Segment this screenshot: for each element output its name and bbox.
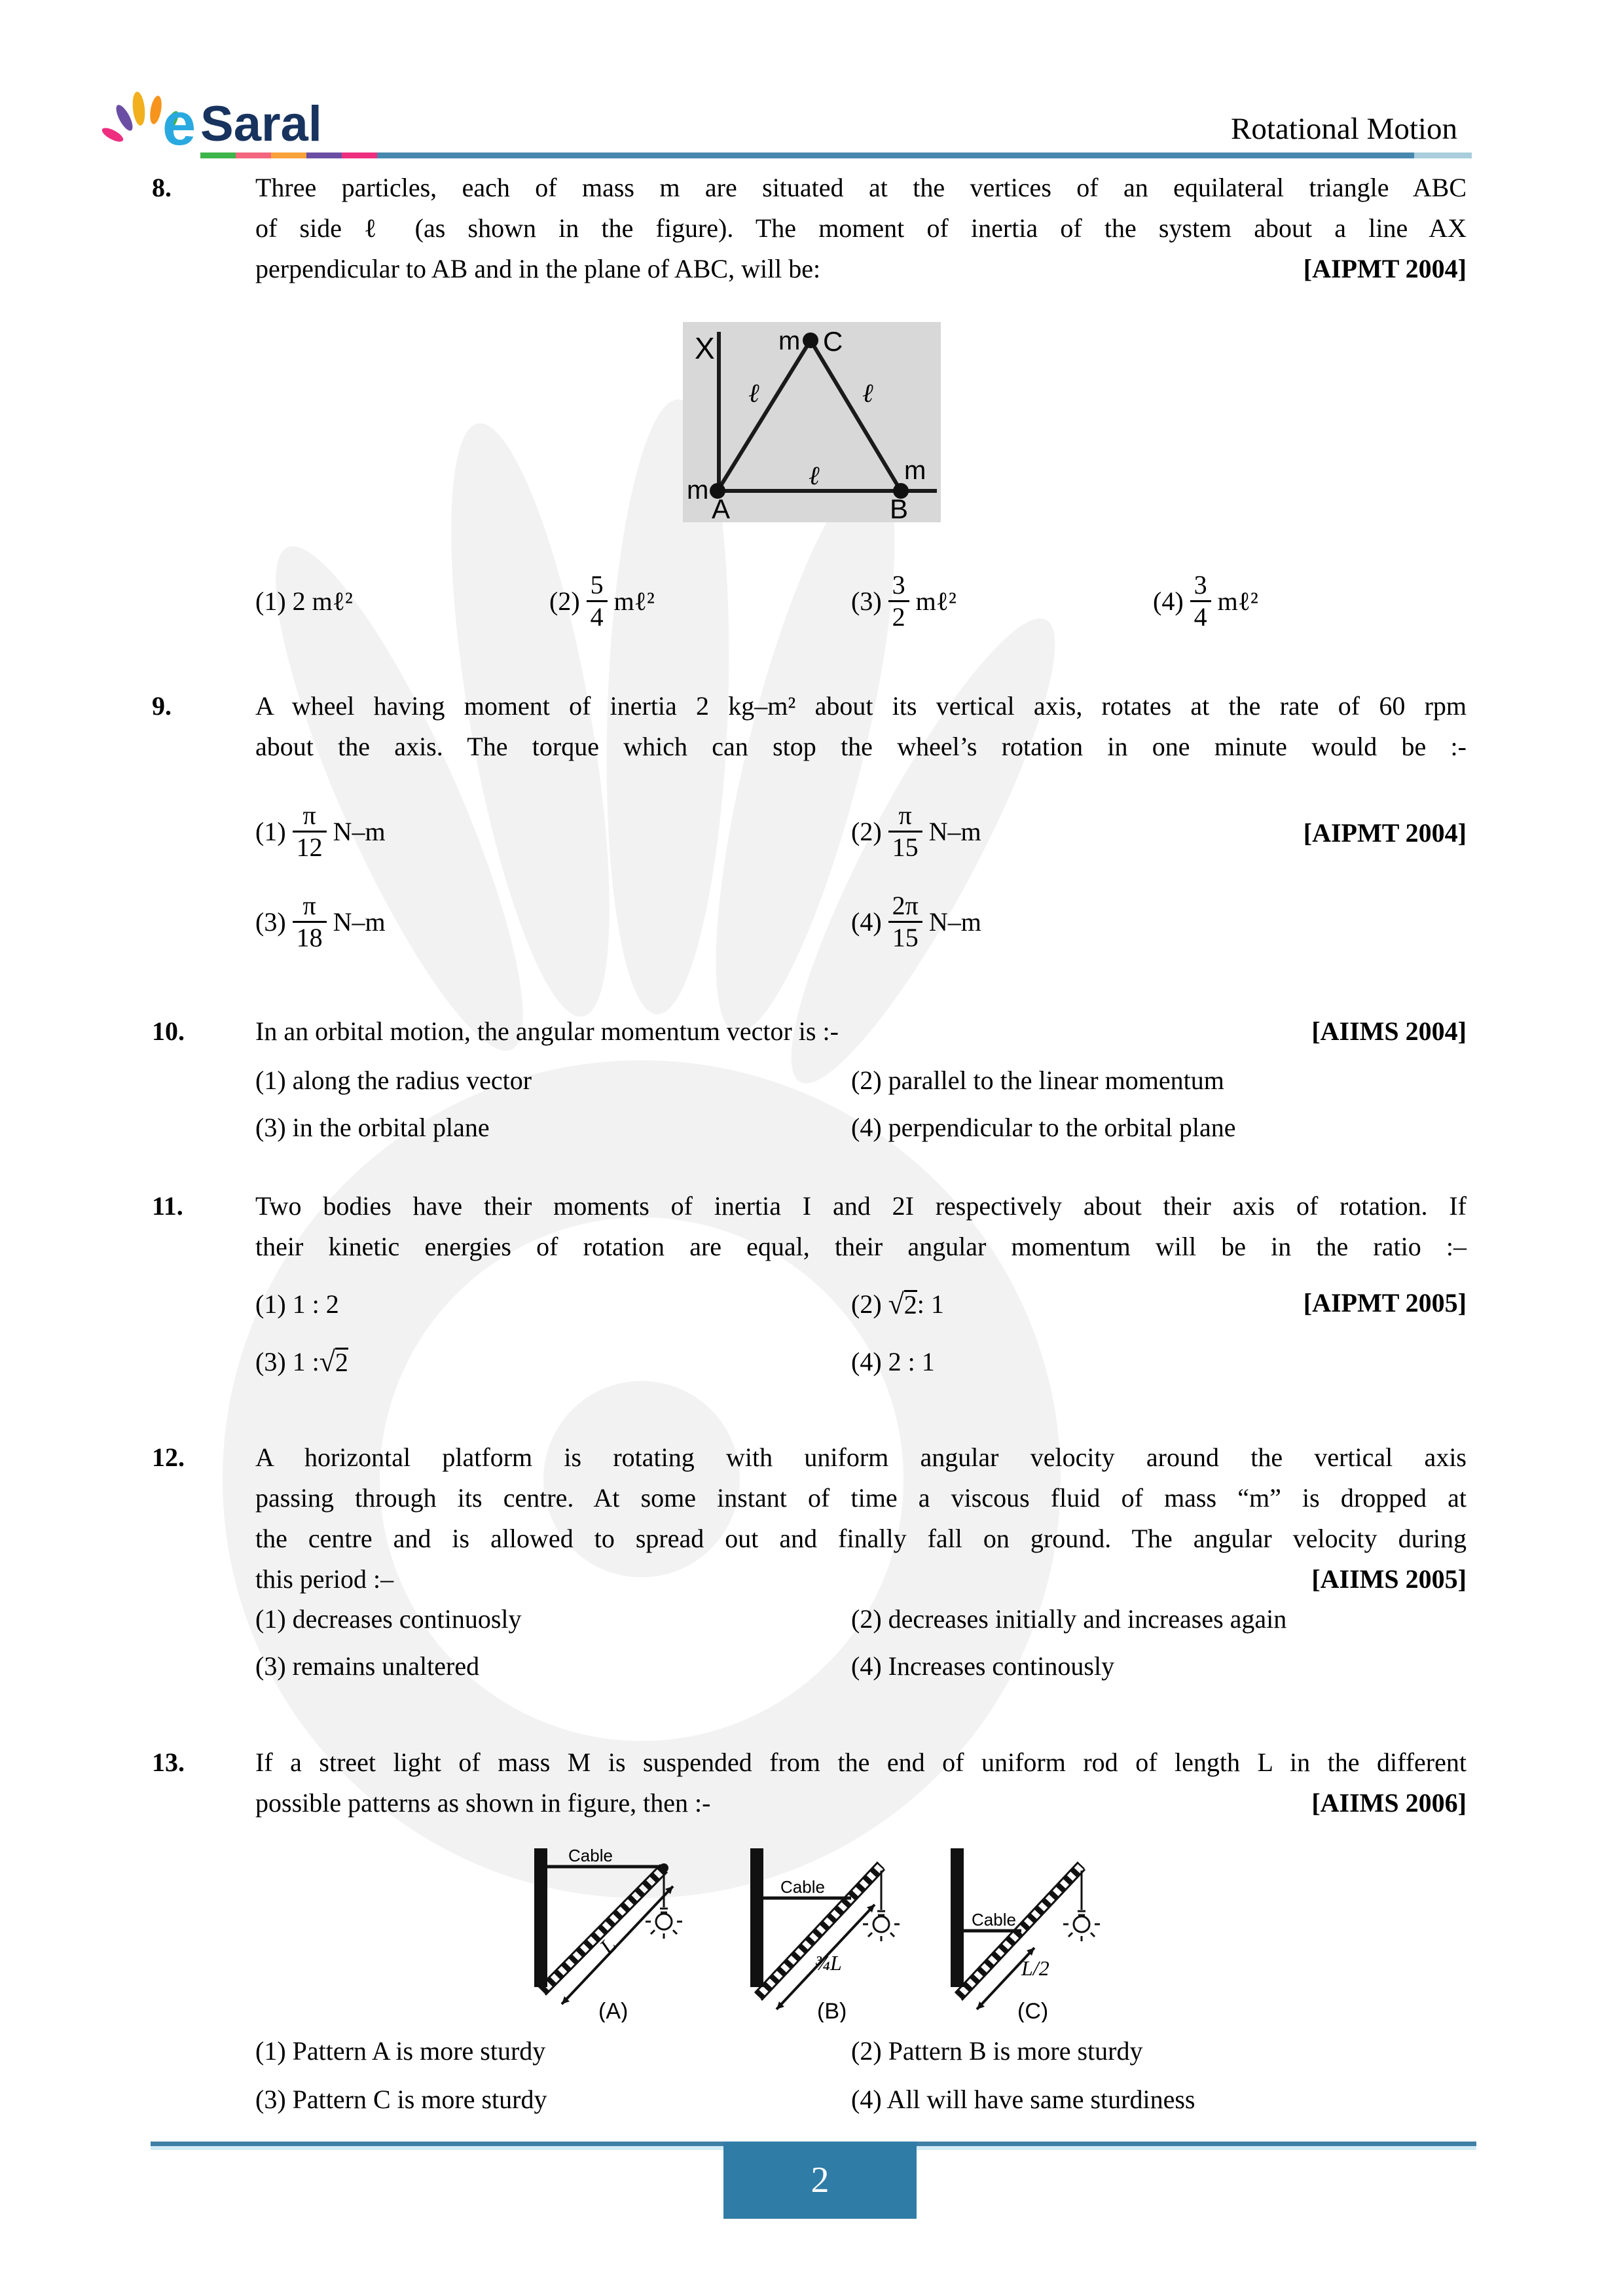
length-arrow bbox=[562, 1886, 673, 2004]
cable-label: Cable bbox=[972, 1910, 1016, 1929]
answer-option: (2) $\frac{\pi}{15}$ N–m bbox=[851, 800, 981, 862]
header-rule bbox=[377, 152, 1414, 158]
question-line: possible patterns as shown in figure, then :- bbox=[255, 1788, 711, 1818]
question-number: 9. bbox=[152, 691, 172, 721]
vertex-label: B bbox=[890, 493, 909, 522]
answer-option: (1) along the radius vector bbox=[255, 1066, 532, 1095]
answer-option: (2) decreases initially and increases again bbox=[851, 1604, 1287, 1634]
answer-option: (4) All will have same sturdiness bbox=[851, 2085, 1195, 2114]
wall bbox=[534, 1848, 547, 1987]
wall bbox=[750, 1848, 763, 1987]
answer-option: (3) in the orbital plane bbox=[255, 1113, 490, 1142]
answer-option: (3) $\frac{\pi}{18}$ N–m bbox=[255, 890, 386, 952]
cable-label: Cable bbox=[568, 1846, 613, 1865]
question-line: In an orbital motion, the angular momentum vector is :- bbox=[255, 1016, 839, 1046]
q13-pattern-c-figure bbox=[944, 1844, 1140, 2026]
page-number-badge: 2 bbox=[723, 2142, 917, 2219]
light-bulb-icon bbox=[646, 1909, 682, 1939]
question-number: 13. bbox=[152, 1748, 185, 1777]
question-line: their kinetic energies of rotation are equal, their angular momentum will be in the ratio :– bbox=[255, 1232, 1467, 1261]
question-number: 11. bbox=[152, 1191, 183, 1221]
vertex-label: A bbox=[712, 493, 731, 522]
answer-option: (3) remains unaltered bbox=[255, 1651, 480, 1681]
brand-letter-e: e bbox=[162, 91, 196, 158]
question-line: this period :– bbox=[255, 1564, 394, 1594]
exam-tag: [AIPMT 2005] bbox=[1303, 1288, 1467, 1318]
answer-option: (1) 2 mℓ² bbox=[255, 586, 353, 616]
pin-dot bbox=[659, 1863, 668, 1873]
side-length-label: ℓ bbox=[748, 378, 759, 408]
question-line: A wheel having moment of inertia 2 kg–m² about its vertical axis, rotates at the rate of 60 rpm bbox=[255, 691, 1467, 721]
question-line: A horizontal platform is rotating with uniform angular velocity around the vertical axis bbox=[255, 1443, 1467, 1472]
axis-label: X bbox=[695, 331, 715, 365]
question-line: If a street light of mass M is suspended from the end of uniform rod of length L in the different bbox=[255, 1748, 1467, 1777]
answer-option: (3) Pattern C is more sturdy bbox=[255, 2085, 547, 2114]
question-number: 8. bbox=[152, 173, 172, 202]
exam-tag: [AIIMS 2004] bbox=[1311, 1016, 1467, 1046]
answer-option: (4) 2 : 1 bbox=[851, 1346, 935, 1376]
pattern-name: (B) bbox=[817, 1999, 847, 2022]
answer-option: (1) 1 : 2 bbox=[255, 1289, 339, 1319]
pattern-name: (C) bbox=[1017, 1999, 1049, 2022]
light-bulb-icon bbox=[1063, 1911, 1100, 1941]
side-length-label: ℓ bbox=[862, 378, 873, 408]
mass-label: m bbox=[904, 456, 926, 485]
vertex-c-dot bbox=[803, 332, 818, 348]
answer-option: (2) $\frac{5}{4}$ mℓ² bbox=[549, 569, 655, 632]
exam-tag: [AIIMS 2005] bbox=[1311, 1564, 1467, 1594]
answer-option: (3) $\frac{3}{2}$ mℓ² bbox=[851, 569, 957, 632]
answer-option: (2) Pattern B is more sturdy bbox=[851, 2036, 1143, 2066]
q13-pattern-a-figure bbox=[528, 1844, 724, 2026]
answer-option: (4) Increases continously bbox=[851, 1651, 1115, 1681]
q13-pattern-b-figure bbox=[744, 1844, 940, 2026]
brand-name: Saral bbox=[200, 96, 322, 152]
answer-option: (1) $\frac{\pi}{12}$ N–m bbox=[255, 800, 386, 862]
exam-tag: [AIIMS 2006] bbox=[1311, 1788, 1467, 1818]
question-number: 10. bbox=[152, 1016, 185, 1046]
answer-option: (1) decreases continuosly bbox=[255, 1604, 522, 1634]
rod bbox=[542, 1868, 664, 1991]
question-line: passing through its centre. At some instant of time a viscous fluid of mass “m” is dropped at bbox=[255, 1483, 1467, 1513]
header-rule-end bbox=[1414, 152, 1472, 158]
answer-option: (3) 1 : √ 2 bbox=[255, 1345, 348, 1378]
question-line: about the axis. The torque which can stop the wheel’s rotation in one minute would be :- bbox=[255, 732, 1467, 761]
question-line: of side ℓ (as shown in the figure). The moment of inertia of the system about a line AX bbox=[255, 213, 1467, 243]
mass-label: m bbox=[687, 476, 709, 505]
answer-option: (4) $\frac{2\pi}{15}$ N–m bbox=[851, 890, 981, 952]
vertex-label: C bbox=[823, 326, 843, 357]
cable-label: Cable bbox=[780, 1877, 825, 1897]
question-line: Two bodies have their moments of inertia I and 2I respectively about their axis of rotation. If bbox=[255, 1191, 1467, 1221]
mass-label: m bbox=[778, 327, 801, 355]
length-label: L/2 bbox=[1021, 1956, 1049, 1980]
question-number: 12. bbox=[152, 1443, 185, 1472]
length-label: L bbox=[595, 1933, 622, 1960]
side-length-label: ℓ bbox=[809, 461, 820, 490]
answer-option: (4) $\frac{3}{4}$ mℓ² bbox=[1153, 569, 1258, 632]
pattern-name: (A) bbox=[598, 1999, 629, 2022]
question-line: perpendicular to AB and in the plane of ABC, will be: bbox=[255, 254, 821, 283]
answer-option: (4) perpendicular to the orbital plane bbox=[851, 1113, 1236, 1142]
page-title: Rotational Motion bbox=[1231, 112, 1457, 146]
wall bbox=[951, 1848, 964, 1987]
q8-triangle-figure bbox=[683, 322, 941, 526]
exam-tag: [AIPMT 2004] bbox=[1303, 254, 1467, 283]
answer-option: (2) parallel to the linear momentum bbox=[851, 1066, 1224, 1095]
question-line: the centre and is allowed to spread out and finally fall on ground. The angular velocity during bbox=[255, 1524, 1467, 1553]
length-label: ¾L bbox=[814, 1951, 842, 1975]
light-bulb-icon bbox=[863, 1911, 900, 1941]
question-line: Three particles, each of mass m are situated at the vertices of an equilateral triangle ABC bbox=[255, 173, 1467, 202]
answer-option: (2) √ 2 : 1 bbox=[851, 1287, 944, 1320]
exam-tag: [AIPMT 2004] bbox=[1303, 818, 1467, 848]
answer-option: (1) Pattern A is more sturdy bbox=[255, 2036, 546, 2066]
